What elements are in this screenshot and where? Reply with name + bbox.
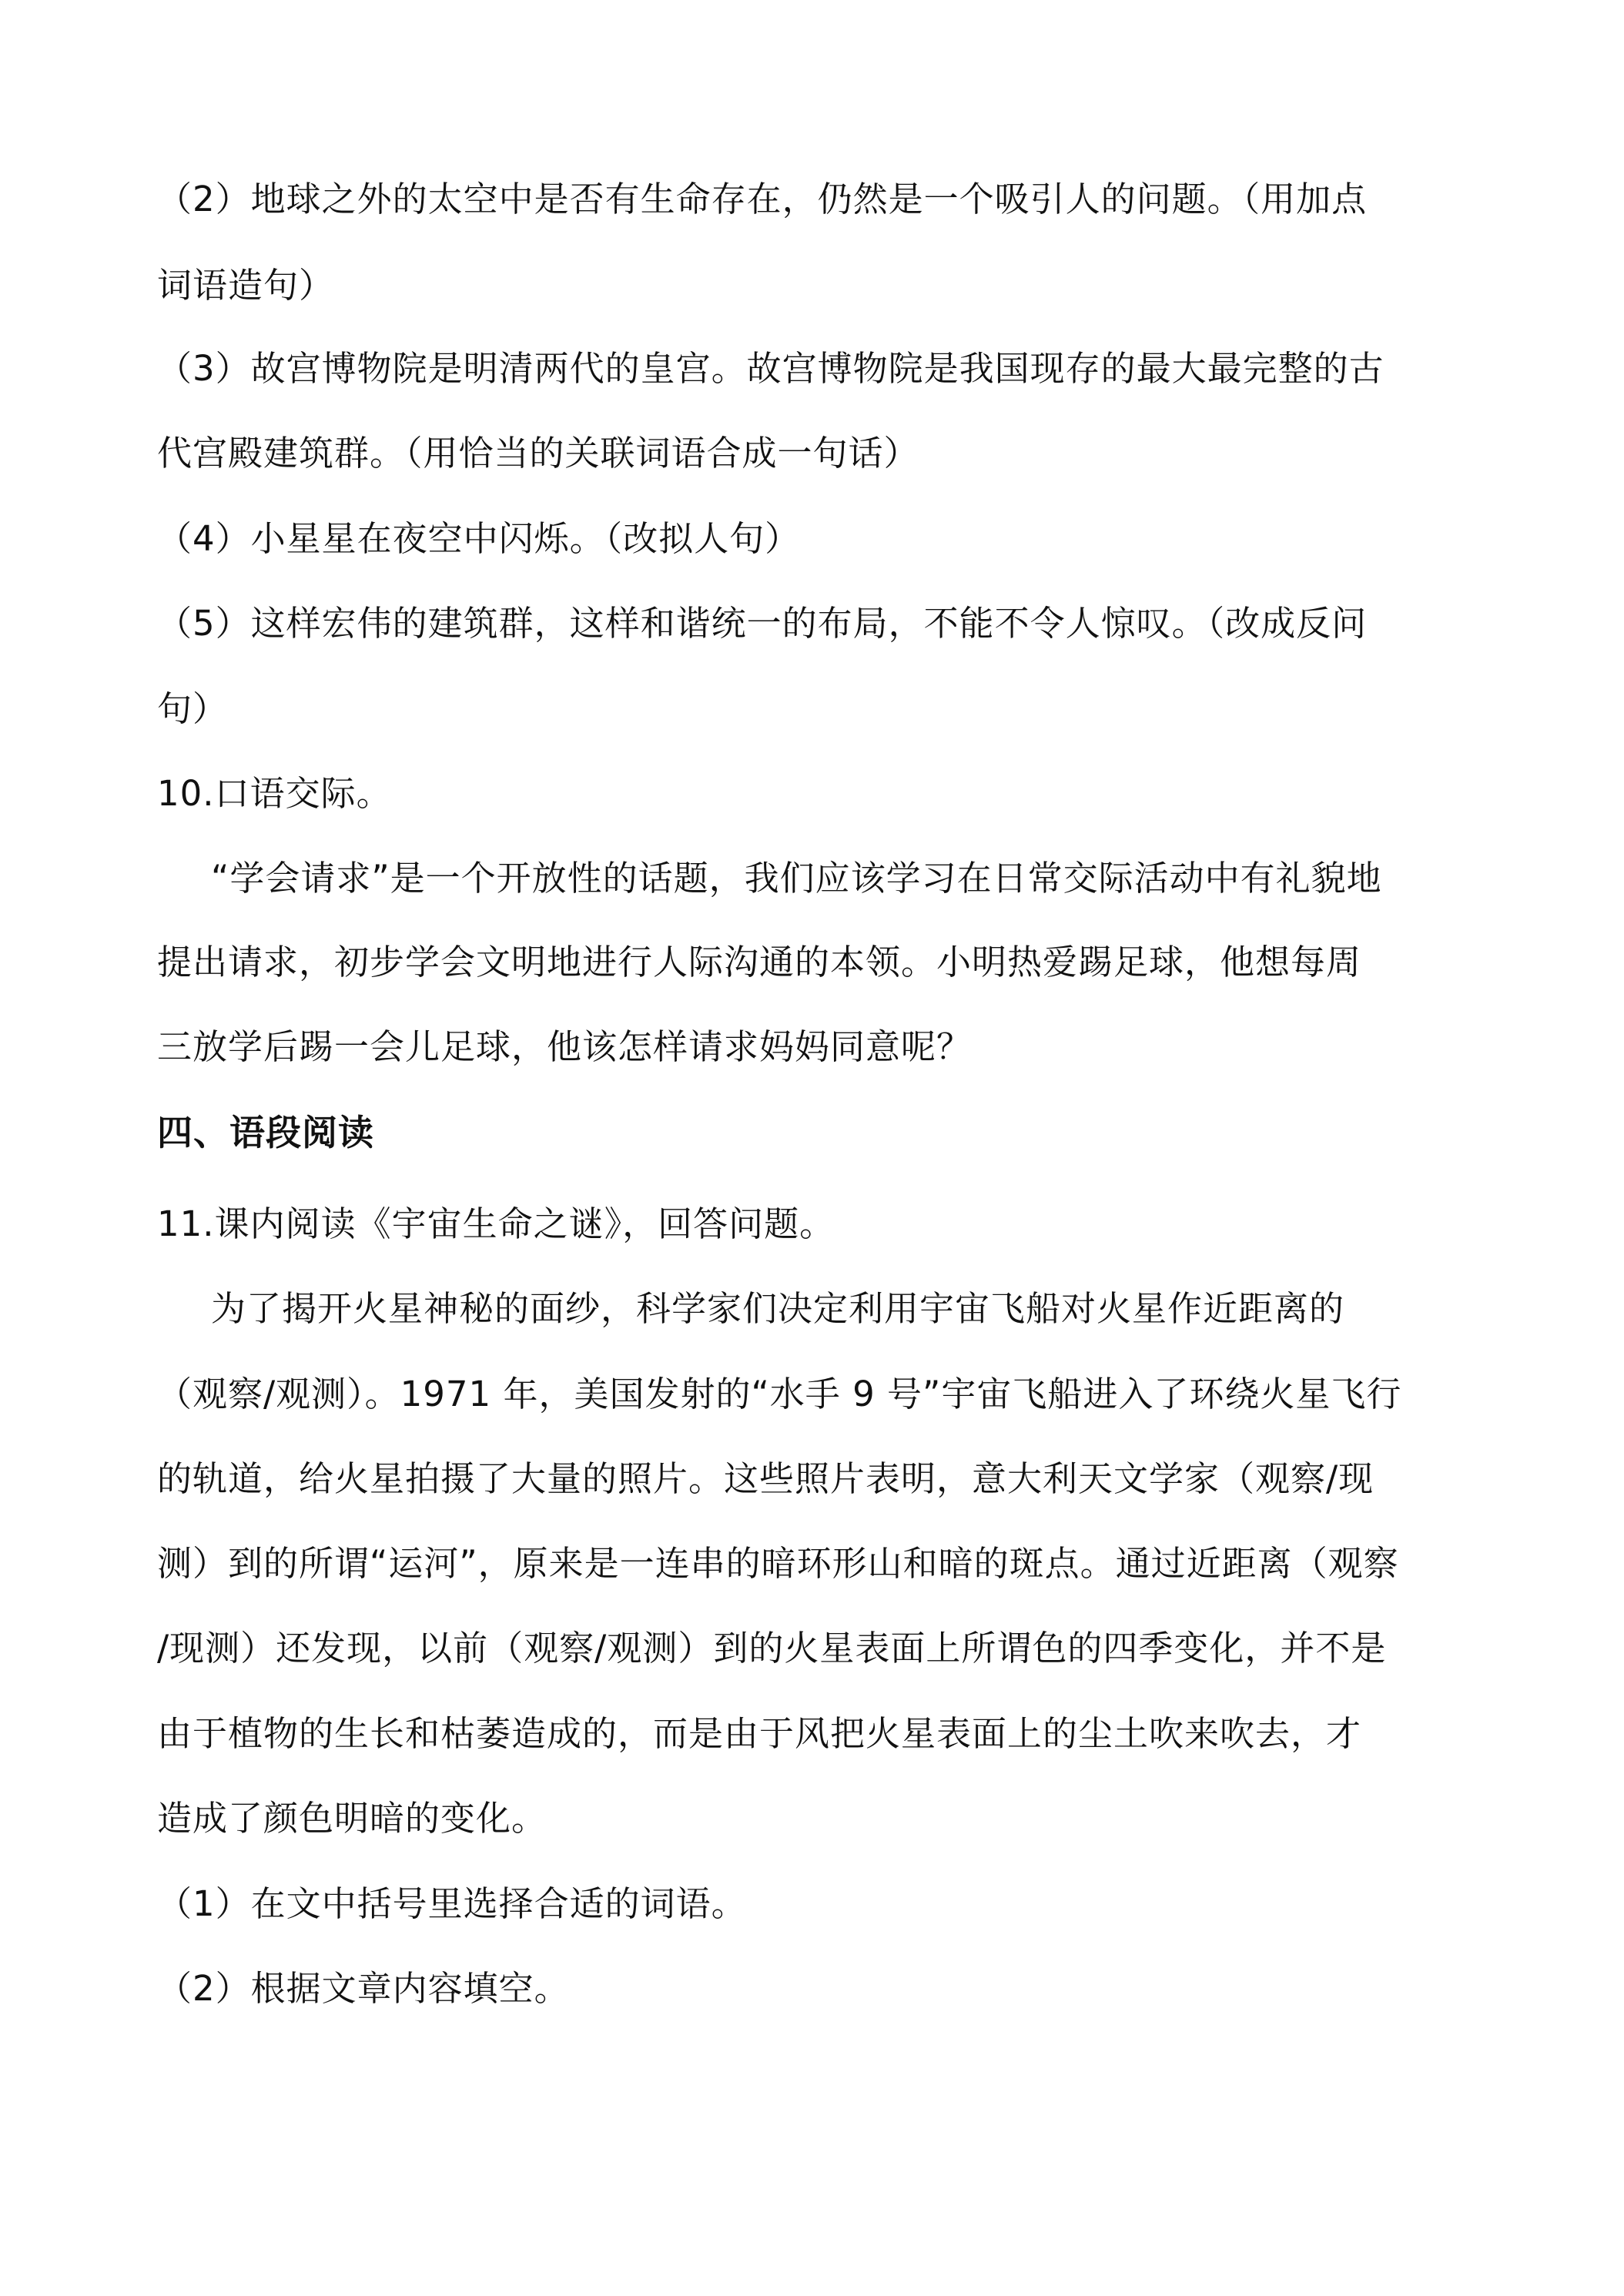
passage-line-7: 造成了颜色明暗的变化。 xyxy=(157,1798,547,1839)
oral-paragraph-line-3: 三放学后踢一会儿足球，他该怎样请求妈妈同意呢？ xyxy=(157,1026,973,1067)
question-2-line-1: （2）地球之外的太空中是否有生命存在，仍然是一个吸引人的问题。（用加点 xyxy=(157,179,1368,219)
oral-paragraph-line-2: 提出请求，初步学会文明地进行人际沟通的本领。小明热爱踢足球，他想每周 xyxy=(157,942,1362,982)
sub-question-1: （1）在文中括号里选择合适的词语。 xyxy=(157,1883,747,1924)
oral-paragraph-line-1: “学会请求”是一个开放性的话题，我们应该学习在日常交际活动中有礼貌地 xyxy=(211,858,1382,899)
oral-communication-title: 10.口语交际。 xyxy=(157,773,392,814)
question-2-line-2: 词语造句） xyxy=(157,265,335,306)
passage-line-1: 为了揭开火星神秘的面纱，科学家们决定利用宇宙飞船对火星作近距离的 xyxy=(211,1288,1345,1329)
question-11-title: 11.课内阅读《宇宙生命之谜》，回答问题。 xyxy=(157,1203,835,1244)
question-3-line-1: （3）故宫博物院是明清两代的皇宫。故宫博物院是我国现存的最大最完整的古 xyxy=(157,348,1385,389)
passage-line-3: 的轨道，给火星拍摄了大量的照片。这些照片表明，意大利天文学家（观察/现 xyxy=(157,1458,1375,1499)
sub-question-2: （2）根据文章内容填空。 xyxy=(157,1968,570,2009)
passage-line-5: /现测）还发现，以前（观察/观测）到的火星表面上所谓色的四季变化，并不是 xyxy=(157,1628,1387,1668)
question-4: （4）小星星在夜空中闪烁。（改拟人句） xyxy=(157,518,801,559)
section-heading: 四、语段阅读 xyxy=(157,1112,374,1153)
passage-line-2: （观察/观测）。1971 年，美国发射的“水手 9 号”宇宙飞船进入了环绕火星飞行 xyxy=(157,1374,1402,1414)
question-5-line-1: （5）这样宏伟的建筑群，这样和谐统一的布局，不能不令人惊叹。（改成反问 xyxy=(157,603,1368,644)
passage-line-4: 测）到的所谓“运河”，原来是一连串的暗环形山和暗的斑点。通过近距离（观察 xyxy=(157,1543,1399,1584)
question-3-line-2: 代宫殿建筑群。（用恰当的关联词语合成一句话） xyxy=(157,433,919,474)
question-5-line-2: 句） xyxy=(157,688,229,729)
passage-line-6: 由于植物的生长和枯萎造成的，而是由于风把火星表面上的尘土吹来吹去，才 xyxy=(157,1713,1362,1754)
